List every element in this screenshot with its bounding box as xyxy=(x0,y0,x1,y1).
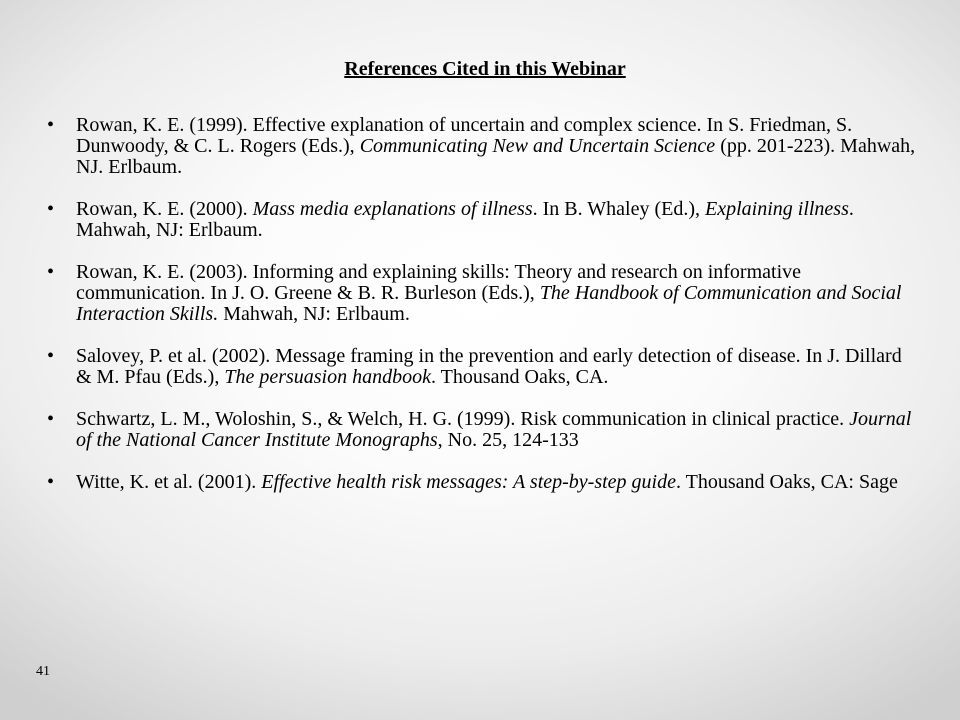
reference-text-part: . In B. Whaley (Ed.), xyxy=(532,198,705,220)
bullet-icon: • xyxy=(47,198,55,220)
reference-text-part: Rowan, K. E. (2003). Informing and explaining skills: Theory and research on informative communication. In J. O. Greene & B. R. Burleson (Eds.), xyxy=(76,261,802,304)
bullet-icon: • xyxy=(47,471,55,493)
reference-title-italic: Journal of the National Cancer Institute Monographs xyxy=(76,408,912,451)
reference-item xyxy=(0,115,960,178)
reference-title-italic: Mass media explanations of illness xyxy=(252,198,533,220)
reference-text-part: Schwartz, L. M., Woloshin, S., & Welch, H. G. (1999). Risk communication in clinical practice. xyxy=(76,408,850,430)
reference-title-italic: The Handbook of Communication and Social Interaction Skills. xyxy=(76,282,902,325)
reference-text-part: Salovey, P. et al. (2002). Message framing in the prevention and early detection of disease. In J. Dillard & M. Pfau (Eds.), xyxy=(76,345,902,388)
reference-text-part: Rowan, K. E. (2000). xyxy=(76,198,253,220)
reference-title-italic: The persuasion handbook xyxy=(224,366,431,388)
bullet-icon: • xyxy=(47,345,55,367)
reference-text-part: , No. 25, 124-133 xyxy=(437,429,579,451)
bullet-icon: • xyxy=(47,408,55,430)
reference-item xyxy=(0,262,960,325)
reference-text-part: (pp. 201-223). Mahwah, NJ. Erlbaum. xyxy=(76,135,916,178)
bullet-icon: • xyxy=(47,114,55,136)
bullet-icon: • xyxy=(47,261,55,283)
slide-number: 41 xyxy=(36,664,50,679)
reference-title-italic: Effective health risk messages: A step-by-step guide xyxy=(261,471,676,493)
slide-title: References Cited in this Webinar xyxy=(344,58,626,80)
reference-text-part: Mahwah, NJ: Erlbaum. xyxy=(218,303,410,325)
reference-text-part: Rowan, K. E. (1999). Effective explanation of uncertain and complex science. In S. Friedman, S. Dunwoody, & C. L. Rogers (Eds.), xyxy=(76,114,853,157)
reference-text-part: . Mahwah, NJ: Erlbaum. xyxy=(76,198,854,241)
reference-list xyxy=(0,115,960,514)
reference-text-part: . Thousand Oaks, CA: Sage xyxy=(675,471,898,493)
reference-item xyxy=(0,409,960,451)
reference-text-part: . Thousand Oaks, CA. xyxy=(431,366,609,388)
reference-item xyxy=(0,472,960,493)
reference-item xyxy=(0,346,960,388)
reference-text-part: Witte, K. et al. (2001). xyxy=(76,471,262,493)
reference-title-italic: Explaining illness xyxy=(705,198,849,220)
reference-item xyxy=(0,199,960,241)
reference-title-italic: Communicating New and Uncertain Science xyxy=(359,135,716,157)
